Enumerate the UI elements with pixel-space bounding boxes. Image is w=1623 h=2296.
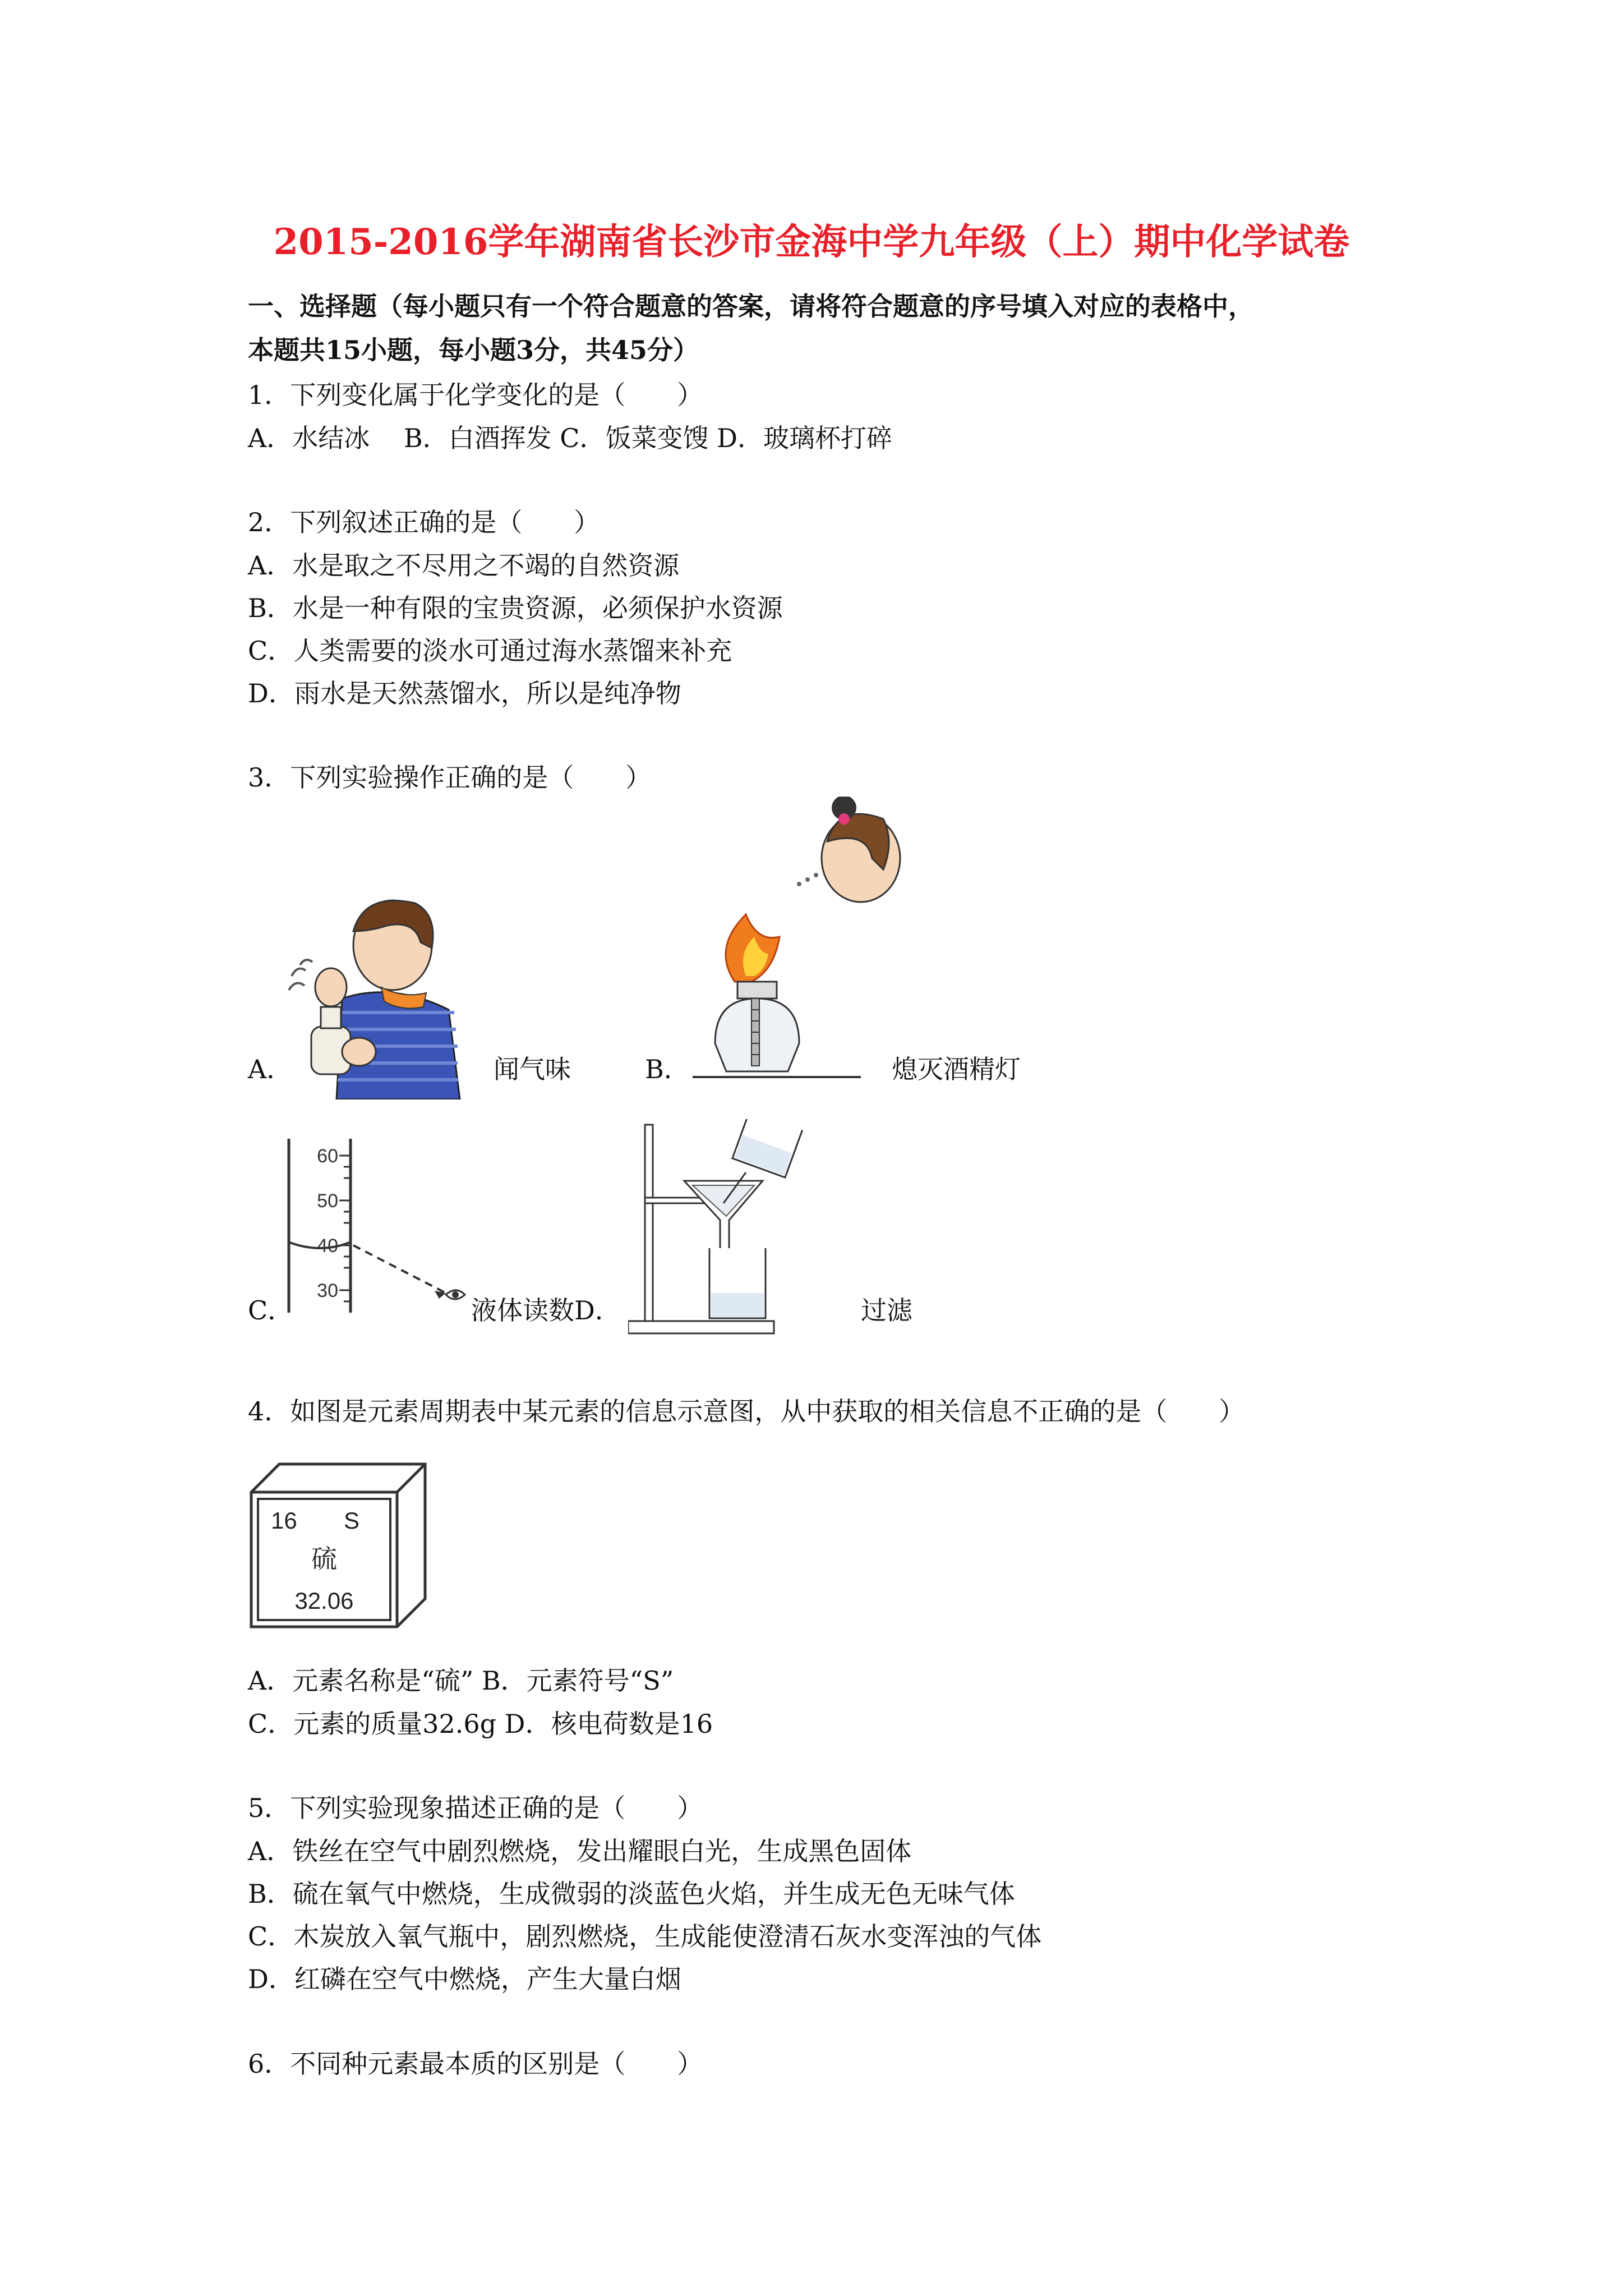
q5-option-b: B．硫在氧气中燃烧，生成微弱的淡蓝色火焰，并生成无色无味气体 [248, 1879, 1015, 1909]
q2-option-d: D．雨水是天然蒸馏水，所以是纯净物 [248, 678, 681, 708]
element-tile-figure [246, 1458, 436, 1638]
element-mass: 32.06 [294, 1588, 354, 1614]
q4-options-row1: A．元素名称是“硫” B．元素符号“S” [248, 1665, 674, 1696]
alcohol-lamp-figure [693, 797, 906, 1099]
graduated-cylinder-figure [278, 1133, 468, 1318]
q1-stem: 1．下列变化属于化学变化的是（ ） [248, 380, 703, 410]
q2-option-c: C．人类需要的淡水可通过海水蒸馏来补充 [248, 636, 732, 666]
q4-stem: 4．如图是元素周期表中某元素的信息示意图，从中获取的相关信息不正确的是（ ） [248, 1396, 1245, 1427]
q6-stem: 6．不同种元素最本质的区别是（ ） [248, 2049, 703, 2079]
element-symbol: S [344, 1507, 360, 1534]
cylinder-tick-40: 40 [317, 1235, 338, 1257]
cylinder-tick-60: 60 [317, 1145, 338, 1167]
q3-option-a-caption: 闻气味 [494, 1054, 571, 1084]
smelling-figure [280, 892, 471, 1099]
q2-option-b: B．水是一种有限的宝贵资源，必须保护水资源 [248, 593, 783, 623]
q3-option-c-letter: C． [248, 1295, 294, 1326]
page-title: 2015-2016学年湖南省长沙市金海中学九年级（上）期中化学试卷 [273, 221, 1350, 263]
q3-stem: 3．下列实验操作正确的是（ ） [248, 762, 652, 793]
q5-stem: 5．下列实验现象描述正确的是（ ） [248, 1793, 703, 1823]
section-heading-line1: 一、选择题（每小题只有一个符合题意的答案，请将符合题意的序号填入对应的表格中， [248, 291, 1254, 321]
q1-options: A．水结冰 B．白酒挥发 C．饭菜变馊 D．玻璃杯打碎 [248, 423, 892, 453]
q2-stem: 2．下列叙述正确的是（ ） [248, 507, 600, 537]
q4-options-row2: C．元素的质量32.6g D．核电荷数是16 [248, 1709, 713, 1739]
q3-option-c-caption: 液体读数D． [471, 1295, 621, 1326]
cylinder-tick-50: 50 [317, 1190, 338, 1212]
cylinder-tick-30: 30 [317, 1280, 338, 1301]
element-name: 硫 [311, 1544, 337, 1573]
q5-option-d: D．红磷在空气中燃烧，产生大量白烟 [248, 1964, 681, 1994]
q3-option-d-caption: 过滤 [861, 1295, 912, 1326]
section-heading-line2: 本题共15小题，每小题3分，共45分） [248, 335, 699, 365]
q3-option-b-letter: B． [645, 1054, 690, 1084]
q5-option-c: C．木炭放入氧气瓶中，剧烈燃烧，生成能使澄清石灰水变浑浊的气体 [248, 1921, 1042, 1952]
q5-option-a: A．铁丝在空气中剧烈燃烧，发出耀眼白光，生成黑色固体 [248, 1836, 912, 1866]
q2-option-a: A．水是取之不尽用之不竭的自然资源 [248, 550, 680, 581]
q3-option-a-letter: A． [248, 1054, 293, 1084]
filtration-figure [628, 1119, 819, 1338]
element-number: 16 [271, 1507, 297, 1534]
q3-option-b-caption: 熄灭酒精灯 [892, 1054, 1021, 1084]
